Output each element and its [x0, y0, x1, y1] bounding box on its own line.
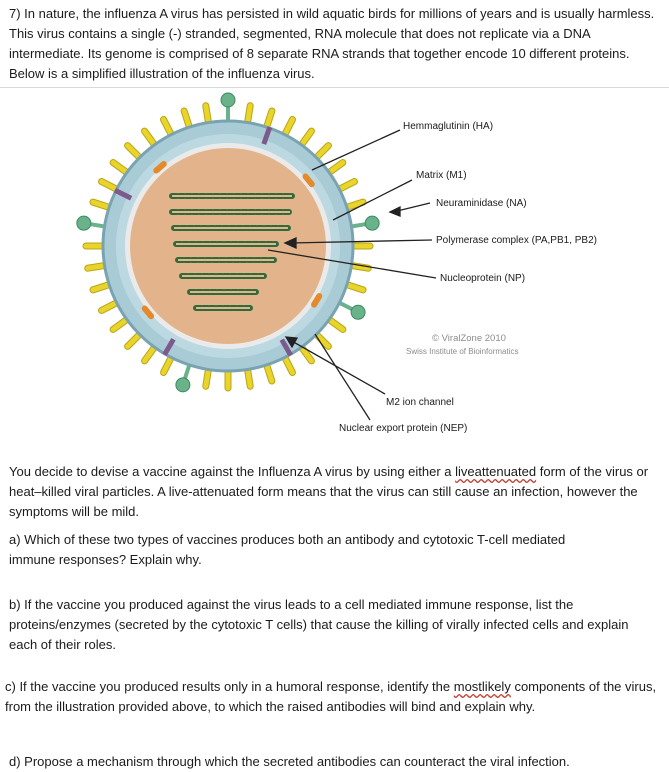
label-hemagglutinin: Hemmaglutinin (HA) — [403, 121, 494, 132]
question-c-text-1: c) If the vaccine you produced results only in a humoral response, identify the — [5, 679, 454, 694]
neuraminidase-head — [77, 216, 91, 230]
question-c-text-2: components of the virus, from the illustration provided above, to which the raised antibodies will bind and explain why. — [5, 679, 657, 714]
label-nucleoprotein: Nucleoprotein (NP) — [440, 273, 526, 284]
neuraminidase-head — [176, 378, 190, 392]
label-m2-ion-channel: M2 ion channel — [386, 397, 454, 408]
m2-pointer — [290, 340, 385, 394]
label-neuraminidase: Neuraminidase (NA) — [436, 198, 527, 209]
virus-illustration — [0, 88, 669, 438]
neuraminidase-head — [365, 216, 379, 230]
question-c — [5, 677, 665, 717]
credit-viralzone: © ViralZone 2010 — [432, 333, 506, 344]
vaccine-text-1: You decide to devise a vaccine against the Influenza A virus by using either a — [9, 464, 456, 479]
influenza-virus-figure — [0, 88, 669, 438]
vaccine-text-2: form of the virus or heat–killed viral particles. A live-attenuated form means that the virus can still cause an infection, however the symptoms will be mild. — [9, 464, 649, 519]
label-polymerase: Polymerase complex (PA,PB1, PB2) — [436, 235, 597, 246]
neuraminidase-head — [221, 93, 235, 107]
na-arrowhead — [390, 207, 400, 216]
vaccine-paragraph — [9, 462, 659, 522]
vaccine-term-liveattenuated: liveattenuated — [455, 464, 537, 479]
label-nuclear-export-protein: Nuclear export protein (NEP) — [339, 423, 468, 434]
question-a: a) Which of these two types of vaccines produces both an antibody and cytotoxic T-cell mediated immune responses? Explain why. — [9, 532, 566, 567]
question-b: b) If the vaccine you produced against the virus leads to a cell mediated immune response, list the proteins/enzymes (secreted by the cytotoxic T cells) that cause the killing of virally infected cells and explain each of their roles. — [9, 597, 629, 652]
question-d: d) Propose a mechanism through which the secreted antibodies can counteract the viral infection. — [9, 754, 570, 769]
question-intro: 7) In nature, the influenza A virus has persisted in wild aquatic birds for millions of years and is usually harmless. This virus contains a single (-) stranded, segmented, RNA molecule that does not replicate via a DNA intermediate. Its genome is comprised of 8 separate RNA strands that together encode 10 different proteins. Below is a simplified illustration of the influenza virus. — [9, 6, 655, 81]
question-c-term-mostlikely: mostlikely — [453, 679, 511, 694]
label-matrix: Matrix (M1) — [416, 170, 467, 181]
nep-pointer — [315, 334, 370, 420]
neuraminidase-head — [351, 305, 365, 319]
credit-sib: Swiss Institute of Bioinformatics — [406, 347, 519, 356]
